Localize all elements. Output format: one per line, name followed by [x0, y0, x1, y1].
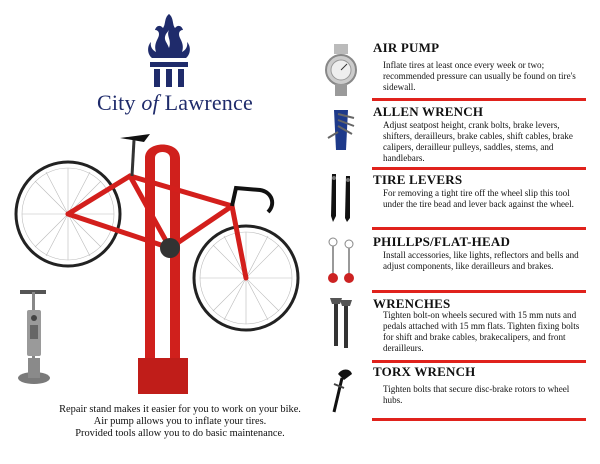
divider — [372, 360, 586, 363]
tool-description: Inflate tires at least once every week or two; recommended pressure can usually be found on tire's sidewall. — [383, 60, 576, 92]
caption — [30, 404, 330, 441]
tool-description: Install accessories, like lights, reflectors and bells and adjust components, like derailleurs and brakes. — [383, 250, 579, 271]
torx-wrench-icon — [324, 364, 358, 416]
divider — [372, 98, 586, 101]
city-seal-logo-icon — [142, 12, 196, 92]
tool-title: WRENCHES — [373, 296, 451, 311]
caption-line: Repair stand makes it easier for you to work on your bike. — [59, 404, 301, 415]
tool-description: Tighten bolts that secure disc-brake rotors to wheel hubs. — [383, 384, 570, 405]
screwdrivers-icon — [324, 234, 358, 290]
bike-repair-stand-illustration — [10, 118, 330, 398]
caption-line: Provided tools allow you to do basic maintenance. — [75, 428, 285, 440]
tool-title: PHILLPS/FLAT-HEAD — [373, 234, 511, 249]
air-pump-gauge-icon — [324, 44, 358, 96]
city-of-lawrence-wordmark: City of Lawrence — [97, 90, 253, 115]
divider — [372, 290, 586, 293]
caption-line: Air pump allows you to inflate your tires. — [93, 416, 267, 428]
floor-pump-icon — [18, 290, 50, 384]
tool-title: ALLEN WRENCH — [373, 104, 484, 119]
tool-title: TIRE LEVERS — [373, 172, 463, 187]
tool-description: Tighten bolt-on wheels secured with 15 mm nuts and pedals attached with 15 mm flats. Tighten fixing bolts for shift and brake cables, brakecalipers, and front derailleurs. — [383, 310, 580, 353]
tool-title: TORX WRENCH — [373, 364, 476, 379]
tool-description: Adjust seatpost height, crank bolts, brake levers, shifters, derailleurs, brake cables, shift cables, brake calipers, derailleur pulleys, saddles, stems, and handlebars. — [383, 120, 573, 163]
divider — [372, 167, 586, 170]
wrenches-icon — [324, 296, 358, 352]
divider — [372, 418, 586, 421]
divider — [372, 227, 586, 230]
tool-title: AIR PUMP — [373, 40, 440, 55]
tool-description: For removing a tight tire off the wheel slip this tool under the tire bead and lever back against the wheel. — [383, 188, 574, 209]
allen-wrench-icon — [324, 106, 358, 158]
tire-levers-icon — [324, 172, 358, 224]
